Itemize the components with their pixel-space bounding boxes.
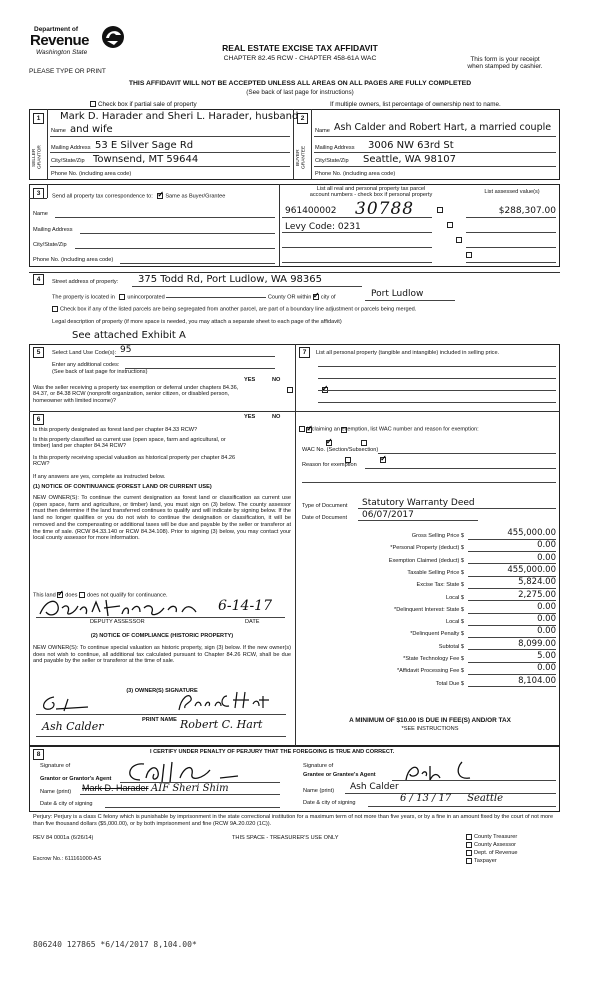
see-back: (See back of last page for instructions) xyxy=(246,89,354,96)
minimum-see: *SEE INSTRUCTIONS xyxy=(401,726,459,732)
calc-label: *Affidavit Processing Fee $ xyxy=(396,668,464,675)
corr-phone-label: Phone No. (including area code) xyxy=(33,257,114,263)
if-yes-note: If any answers are yes, complete as instructed below. xyxy=(33,474,166,480)
perjury-text: Perjury: Perjury is a class C felony which is punishable by imprisonment in the state correctional institution for a maximum term of not more than five years, or by a fine in an amount fixed by the court of not more than five thousand dollars ($5,000.00), or by both imprisonment and fine (RCW 9A.20.020 (1C)). xyxy=(33,814,554,827)
warning-text: THIS AFFIDAVIT WILL NOT BE ACCEPTED UNLESS ALL AREAS ON ALL PAGES ARE FULLY COMPLETED xyxy=(128,80,472,87)
calc-label: Excise Tax: State $ xyxy=(416,582,464,589)
owner-signature-2 xyxy=(175,688,270,714)
parcel-number: 961400002 xyxy=(285,206,337,216)
current-use-no[interactable] xyxy=(361,440,367,446)
copy-distribution: County Treasurer County Assessor Dept. of Revenue Taxpayer xyxy=(466,833,518,865)
calc-table xyxy=(300,522,560,687)
calc-label: Local $ xyxy=(445,594,464,601)
notice2-title: (2) NOTICE OF COMPLIANCE (HISTORIC PROPERTY) xyxy=(90,633,234,639)
section-6-number: 6 xyxy=(33,414,44,425)
section-1-number: 1 xyxy=(33,113,44,124)
partial-sale-check[interactable]: Check box if partial sale of property xyxy=(90,101,197,108)
legal-label: Legal description of property (if more space is needed, you may attach a separate sheet to each page of the affidavit) xyxy=(52,319,342,325)
unincorporated-checkbox[interactable] xyxy=(119,294,125,300)
exemption-question: Was the seller receiving a property tax exemption or deferral under chapters 84.36, 84.37, or 84.38 RCW (nonprofit organization, senior citizen, or disabled person, homeowner with limited income)? xyxy=(33,385,239,404)
section-3-number: 3 xyxy=(33,188,44,199)
seller-phone-label: Phone No. (including area code) xyxy=(51,171,132,177)
grantor-name: Mark D. Harader AIF Sheri Shim xyxy=(82,783,229,794)
rev-number: REV 84 0001a (6/26/14) xyxy=(33,835,94,841)
type-doc-label: Type of Document xyxy=(302,503,348,509)
reason-label: Reason for exemption xyxy=(302,462,357,468)
buyer-name-label: Name xyxy=(315,128,330,134)
calc-row xyxy=(300,638,556,653)
buyer-mailing: 3006 NW 63rd St xyxy=(368,140,454,151)
print-name-label: PRINT NAME xyxy=(142,717,177,723)
calc-label: Local $ xyxy=(445,619,464,626)
deputy-assessor-label: DEPUTY ASSESSOR xyxy=(90,619,145,625)
seller-side-label: SELLER GRANTOR xyxy=(32,145,43,170)
current-use-question: Is this property classified as current use (open space, farm and agricultural, or timber) land per chapter 84.34 RCW? xyxy=(33,437,226,450)
exemption-label[interactable]: If claiming an exemption, list WAC number and reason for exemption: xyxy=(299,426,479,433)
street-label: Street address of property: xyxy=(52,279,119,285)
seller-city-label: City/State/Zip xyxy=(51,158,85,164)
grantor-agent-label: Grantor or Grantor's Agent xyxy=(40,776,112,782)
calc-label: *State Technology Fee $ xyxy=(403,656,464,662)
land-use-see-back: (See back of last page for instructions) xyxy=(52,369,148,375)
escrow-number: Escrow No.: 611161000-AS xyxy=(33,856,102,862)
corr-mailing-label: Mailing Address xyxy=(33,227,73,233)
treasurer-space: THIS SPACE - TREASURER'S USE ONLY xyxy=(232,835,339,841)
form-title: REAL ESTATE EXCISE TAX AFFIDAVIT xyxy=(222,43,378,53)
land-use-label: Select Land Use Code(s): xyxy=(52,350,117,356)
calc-value: 0.00 xyxy=(468,615,556,626)
calc-label: *Personal Property (deduct) $ xyxy=(390,545,464,552)
calc-label: Total Due $ xyxy=(435,680,464,687)
owner-signature-label: (3) OWNER(S) SIGNATURE xyxy=(126,688,198,694)
multiple-owners-note: If multiple owners, list percentage of ownership next to name. xyxy=(330,101,501,108)
please-type: PLEASE TYPE OR PRINT xyxy=(29,68,106,75)
calc-label: *Delinquent Interest: State $ xyxy=(394,606,464,613)
parcel-header: List all real and personal property tax parcel account numbers - check box if personal property xyxy=(309,186,433,199)
section-8-number: 8 xyxy=(33,749,44,760)
calc-value: 455,000.00 xyxy=(468,529,556,540)
calc-label: Exemption Claimed (deduct) $ xyxy=(388,557,464,564)
personal-property-checkbox-4[interactable] xyxy=(466,252,472,258)
seller-name-label: Name xyxy=(51,128,66,134)
buyer-mailing-label: Mailing Address xyxy=(315,145,355,151)
segregated-check[interactable]: Check box if any of the listed parcels are being segregated from another parcel, are part of a boundary line adjustment or parcels being merged. xyxy=(52,306,416,313)
treasurer-stamp: 806240 127865 *6/14/2017 8,104.00* xyxy=(33,940,197,949)
section-4-number: 4 xyxy=(33,274,44,285)
historic-no[interactable] xyxy=(380,457,386,463)
levy-code: Levy Code: 0231 xyxy=(285,222,361,232)
personal-property-label: List all personal property (tangible and intangible) included in selling price. xyxy=(316,350,500,356)
seller-name-line1: Mark D. Harader and Sheri L. Harader, husband xyxy=(60,111,299,122)
grantee-date-label: Date & city of signing xyxy=(303,800,356,806)
buyer-side-label: BUYER GRANTEE xyxy=(296,145,307,170)
current-use-yes[interactable] xyxy=(326,440,332,446)
calc-row xyxy=(300,653,556,665)
grantee-name: Ash Calder xyxy=(350,782,399,792)
section-7-number: 7 xyxy=(299,347,310,358)
form-subtitle: CHAPTER 82.45 RCW - CHAPTER 458-61A WAC xyxy=(223,55,377,62)
personal-property-checkbox-3[interactable] xyxy=(456,237,462,243)
print-name-2: Robert C. Hart xyxy=(180,718,263,731)
seller-mailing-label: Mailing Address xyxy=(51,145,91,151)
calc-row xyxy=(300,675,556,690)
city-name: Port Ludlow xyxy=(371,289,424,299)
grantee-name-label: Name (print) xyxy=(303,788,335,794)
notice1-title: (1) NOTICE OF CONTINUANCE (FOREST LAND OR CURRENT USE) xyxy=(33,484,212,490)
dor-logo-icon xyxy=(98,24,128,50)
calc-value: 5.00 xyxy=(468,652,556,663)
calc-value: 0.00 xyxy=(468,554,556,565)
type-doc: Statutory Warranty Deed xyxy=(362,498,475,508)
personal-property-checkbox-1[interactable] xyxy=(437,207,443,213)
assessor-date: 6-14-17 xyxy=(218,598,272,614)
receipt-note: This form is your receipt when stamped by cashier. xyxy=(467,56,543,71)
section-5-number: 5 xyxy=(33,347,44,358)
grantee-date-city: 6 / 13 / 17 Seattle xyxy=(400,793,504,804)
calc-row xyxy=(300,542,556,554)
print-name-1: Ash Calder xyxy=(42,720,104,733)
calc-value: 455,000.00 xyxy=(468,566,556,577)
calc-label: Gross Selling Price $ xyxy=(411,533,464,539)
additional-codes: Enter any additional codes: xyxy=(52,362,120,368)
corr-city-label: City/State/Zip xyxy=(33,242,67,248)
land-use-code: 95 xyxy=(120,345,132,355)
calc-value: 2,275.00 xyxy=(468,591,556,602)
certify-text: I CERTIFY UNDER PENALTY OF PERJURY THAT THE FOREGOING IS TRUE AND CORRECT. xyxy=(150,749,395,755)
buyer-name: Ash Calder and Robert Hart, a married couple xyxy=(334,122,552,133)
legal-description: See attached Exhibit A xyxy=(72,330,186,341)
grantor-date-label: Date & city of signing xyxy=(40,801,93,807)
calc-value: 8,104.00 xyxy=(468,677,556,688)
located-row: The property is located in unincorporated County OR within ✓ city of xyxy=(52,294,472,301)
minimum-due: A MINIMUM OF $10.00 IS DUE IN FEE(S) AND/OR TAX xyxy=(349,717,511,724)
wac-label: WAC No. (Section/Subsection) xyxy=(302,447,379,453)
calc-value: 5,824.00 xyxy=(468,578,556,589)
calc-label: Taxable Selling Price $ xyxy=(407,569,464,576)
seller-name-line2: and wife xyxy=(70,124,113,135)
calc-value: 0.00 xyxy=(468,664,556,675)
qualify-line: This land ✓ does does not qualify for continuance. xyxy=(33,592,168,599)
exemption-checkbox[interactable] xyxy=(299,426,305,432)
street-address: 375 Todd Rd, Port Ludlow, WA 98365 xyxy=(138,274,323,285)
calc-row xyxy=(300,601,556,616)
forest-question: Is this property designated as forest land per chapter 84.33 RCW? xyxy=(33,427,198,433)
buyer-city-label: City/State/Zip xyxy=(315,158,349,164)
section-2-number: 2 xyxy=(297,113,308,124)
city-of-checkbox[interactable] xyxy=(313,294,319,300)
exemption-yes[interactable] xyxy=(287,387,293,393)
notice1-text: NEW OWNER(S): To continue the current designation as forest land or classification as current use (open space, farm and agriculture, or timber) land, you must sign on (3) below. The county assessor must then determine if the land transferred continues to qualify and will indicate by signing below. If the land no longer qualifies or you do not wish to continue the designation or classification, it will be removed and the compensating or additional taxes will be due and payable by the seller or transferor at the time of sale. (RCW 84.33.140 or RCW 84.34.108). Prior to signing (3) below, you may contact your local county assessor for more information. xyxy=(33,495,291,542)
date-doc-label: Date of Document xyxy=(302,515,348,521)
seller-city: Townsend, MT 59644 xyxy=(93,154,199,165)
calc-label: Subtotal $ xyxy=(438,643,464,650)
assessor-date-label: DATE xyxy=(245,619,260,625)
historic-question: Is this property receiving special valuation as historical property per chapter 84.26 RCW? xyxy=(33,455,236,468)
personal-property-checkbox-2[interactable] xyxy=(447,222,453,228)
send-correspondence: Send all property tax correspondence to: ✓ Same as Buyer/Grantee xyxy=(52,193,225,200)
assessed-value: $288,307.00 xyxy=(498,206,556,216)
calc-value: 0.00 xyxy=(468,541,556,552)
parcel-handwritten: 30788 xyxy=(355,199,415,219)
calc-row xyxy=(300,530,556,542)
calc-row xyxy=(300,589,556,604)
calc-value: 0.00 xyxy=(468,603,556,614)
grantor-name-label: Name (print) xyxy=(40,789,72,795)
buyer-city: Seattle, WA 98107 xyxy=(363,154,456,165)
grantee-agent-label: Grantee or Grantee's Agent xyxy=(303,772,376,778)
seller-mailing: 53 E Silver Sage Rd xyxy=(95,140,194,151)
notice2-text: NEW OWNER(S): To continue special valuation as historic property, sign (3) below. If the new owner(s) does not wish to continue, all additional tax calculated pursuant to Chapter 84.26 RCW, shall be due and payable by the seller or transferor at the time of sale. xyxy=(33,645,291,665)
buyer-phone-label: Phone No. (including area code) xyxy=(315,171,396,177)
calc-value: 8,099.00 xyxy=(468,640,556,651)
calc-row xyxy=(300,616,556,628)
dor-logo: Department of Revenue Washington State xyxy=(30,26,130,66)
assessed-header: List assessed value(s) xyxy=(484,189,540,195)
calc-label: *Delinquent Penalty $ xyxy=(410,631,464,638)
date-doc: 06/07/2017 xyxy=(362,510,414,520)
corr-name-label: Name xyxy=(33,211,48,217)
owner-signature-1 xyxy=(38,693,98,715)
calc-value: 0.00 xyxy=(468,627,556,638)
same-as-buyer-checkbox[interactable] xyxy=(157,193,163,199)
